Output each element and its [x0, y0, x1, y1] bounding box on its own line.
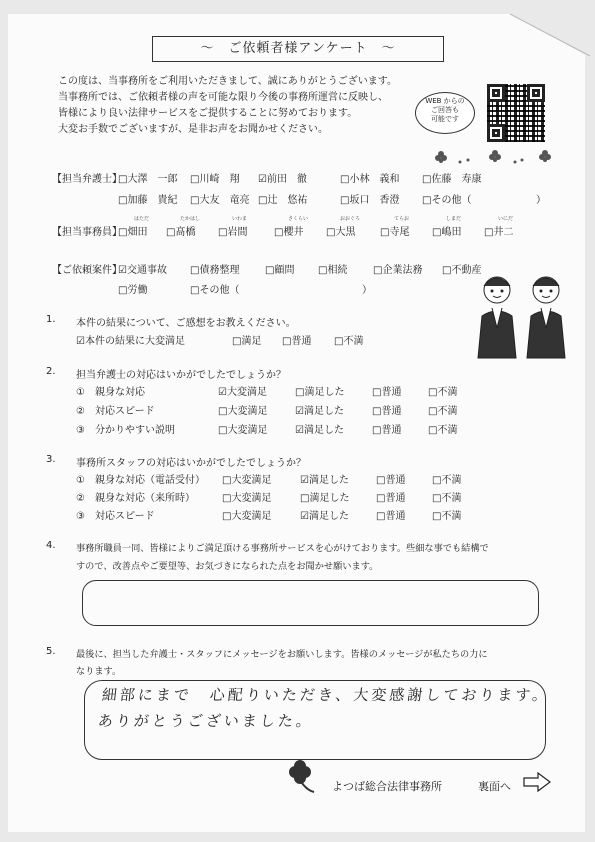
q2-option[interactable]: ☑満足した — [295, 425, 344, 436]
q2-option[interactable]: □普通 — [372, 425, 402, 436]
staff-checkbox[interactable]: □嶋田 — [432, 227, 462, 238]
staff-checkbox[interactable]: □井二 — [484, 227, 514, 238]
q3-row-label: ② 親身な対応（来所時） — [76, 493, 195, 504]
question-4-text: すので、改善点やご要望等、お気づきになられた点をお聞かせ願います。 — [76, 561, 379, 572]
q3-option[interactable]: □普通 — [376, 493, 406, 504]
q3-option[interactable]: □大変満足 — [222, 493, 272, 504]
staff-ruby: さくらい — [288, 216, 309, 222]
q2-row-label: ① 親身な対応 — [76, 387, 145, 398]
q3-option[interactable]: □大変満足 — [222, 475, 272, 486]
q1-option[interactable]: □不満 — [334, 336, 364, 347]
q2-option[interactable]: □満足した — [295, 387, 345, 398]
staff-checkbox[interactable]: □岩間 — [218, 227, 248, 238]
intro-line: 大変お手数でございますが、是非お声をお聞かせください。 — [58, 124, 328, 135]
lawyer-checkbox[interactable]: □坂口 香澄 — [340, 195, 400, 206]
lawyer-checkbox[interactable]: □大澤 一郎 — [118, 174, 178, 185]
q1-option[interactable]: □満足 — [232, 336, 262, 347]
q2-row-label: ② 対応スピード — [76, 406, 155, 417]
question-5-text: なります。 — [76, 666, 122, 677]
q3-option[interactable]: □普通 — [376, 511, 406, 522]
staff-ruby: いにだ — [498, 216, 514, 222]
qr-code[interactable] — [487, 84, 545, 142]
q2-row-label: ③ 分かりやすい説明 — [76, 425, 175, 436]
q1-option[interactable]: □普通 — [282, 336, 312, 347]
next-page-label: 裏面へ — [478, 780, 511, 793]
lawyer-section-label: 【担当弁護士】 — [52, 174, 122, 185]
question-4-text: 事務所職員一同、皆様によりご満足頂ける事務所サービスを心がけております。些細な事でも結構で — [76, 543, 489, 554]
staff-ruby: たかはし — [180, 216, 201, 222]
question-2-text: 担当弁護士の対応はいかがでしたでしょうか？ — [76, 370, 286, 381]
handwritten-message: ありがとうございました。 — [97, 712, 315, 730]
lawyer-checkbox[interactable]: □大友 竜亮 — [190, 195, 250, 206]
q2-option[interactable]: □不満 — [428, 425, 458, 436]
q3-option[interactable]: □不満 — [432, 475, 462, 486]
staff-checkbox[interactable]: □大黒 — [326, 227, 356, 238]
q3-option[interactable]: ☑満足した — [300, 475, 349, 486]
lawyer-illustration — [470, 268, 580, 360]
q1-option[interactable]: ☑本件の結果に大変満足 — [76, 336, 185, 347]
question-1-number: 1. — [46, 314, 56, 325]
staff-section-label: 【担当事務員】 — [52, 227, 122, 238]
q2-option[interactable]: □普通 — [372, 406, 402, 417]
question-1-text: 本件の結果について、ご感想をお教えください。 — [76, 318, 296, 329]
staff-ruby: しまだ — [446, 216, 462, 222]
case-checkbox[interactable]: □債務整理 — [190, 265, 240, 276]
lawyer-checkbox[interactable]: □佐藤 寿康 — [422, 174, 482, 185]
lawyer-checkbox[interactable]: □辻 悠祐 — [258, 195, 308, 206]
question-3-number: 3. — [46, 454, 56, 465]
staff-ruby: てらお — [394, 216, 410, 222]
q2-option[interactable]: □大変満足 — [218, 406, 268, 417]
case-checkbox[interactable]: □顧問 — [265, 265, 295, 276]
q3-row-label: ③ 対応スピード — [76, 511, 155, 522]
page-fold — [500, 0, 595, 60]
question-5-text: 最後に、担当した弁護士・スタッフにメッセージをお願いします。皆様のメッセージが私たちの力に — [76, 649, 488, 660]
clover-logo-icon — [284, 760, 320, 796]
q2-option[interactable]: □普通 — [372, 387, 402, 398]
clover-decoration-icon — [430, 150, 560, 170]
question-4-number: 4. — [46, 540, 56, 551]
q2-option[interactable]: ☑満足した — [295, 406, 344, 417]
q2-option[interactable]: ☑大変満足 — [218, 387, 267, 398]
q3-option[interactable]: □不満 — [432, 511, 462, 522]
arrow-right-icon[interactable] — [522, 772, 552, 792]
case-checkbox[interactable]: □相続 — [318, 265, 348, 276]
lawyer-checkbox[interactable]: ☑前田 徹 — [258, 174, 307, 185]
q2-option[interactable]: □不満 — [428, 406, 458, 417]
case-checkbox[interactable]: ☑交通事故 — [118, 265, 167, 276]
question-5-number: 5. — [46, 646, 56, 657]
question-2-number: 2. — [46, 366, 56, 377]
lawyer-checkbox[interactable]: □小林 義和 — [340, 174, 400, 185]
q2-option[interactable]: □不満 — [428, 387, 458, 398]
q3-row-label: ① 親身な対応（電話受付） — [76, 475, 205, 486]
handwritten-message: 細部にまで 心配りいただき、大変感謝しております。 — [101, 686, 552, 704]
bubble-line: WEB からの — [425, 97, 465, 105]
q4-answer-box[interactable] — [82, 580, 539, 626]
case-other-close: ） — [362, 285, 372, 296]
q3-option[interactable]: □大変満足 — [222, 511, 272, 522]
lawyer-other-checkbox[interactable]: □その他（ — [422, 195, 472, 206]
case-checkbox[interactable]: □労働 — [118, 285, 148, 296]
case-section-label: 【ご依頼案件】 — [52, 265, 122, 276]
q3-option[interactable]: ☑満足した — [300, 511, 349, 522]
case-checkbox[interactable]: □不動産 — [442, 265, 482, 276]
lawyer-other-close: ） — [536, 195, 546, 206]
office-name: よつば総合法律事務所 — [332, 780, 442, 793]
lawyer-checkbox[interactable]: □加藤 貴紀 — [118, 195, 178, 206]
page-title: 〜 ご依頼者様アンケート 〜 — [152, 36, 444, 62]
q3-option[interactable]: □不満 — [432, 493, 462, 504]
lawyer-checkbox[interactable]: □川崎 翔 — [190, 174, 240, 185]
case-checkbox[interactable]: □企業法務 — [373, 265, 423, 276]
intro-line: この度は、当事務所をご利用いただきまして、誠にありがとうございます。 — [58, 76, 397, 87]
staff-checkbox[interactable]: □櫻井 — [274, 227, 304, 238]
q2-option[interactable]: □大変満足 — [218, 425, 268, 436]
q3-option[interactable]: □普通 — [376, 475, 406, 486]
web-answer-bubble — [415, 92, 475, 134]
intro-line: 皆様により良い法律サービスをご提供することに努めております。 — [58, 108, 358, 119]
q3-option[interactable]: □満足した — [300, 493, 350, 504]
staff-checkbox[interactable]: □畑田 — [118, 227, 148, 238]
staff-ruby: おおぐろ — [340, 216, 361, 222]
bubble-line: 可能です — [431, 115, 459, 123]
question-3-text: 事務所スタッフの対応はいかがでしたでしょうか？ — [76, 458, 306, 469]
staff-checkbox[interactable]: □髙橋 — [166, 227, 196, 238]
staff-ruby: いわま — [232, 216, 248, 222]
staff-checkbox[interactable]: □寺尾 — [380, 227, 410, 238]
staff-ruby: はただ — [134, 216, 150, 222]
bubble-line: ご回答も — [431, 106, 459, 114]
intro-line: 当事務所では、ご依頼者様の声を可能な限り今後の事務所運営に反映し、 — [58, 92, 388, 103]
case-other-checkbox[interactable]: □その他（ — [190, 285, 240, 296]
